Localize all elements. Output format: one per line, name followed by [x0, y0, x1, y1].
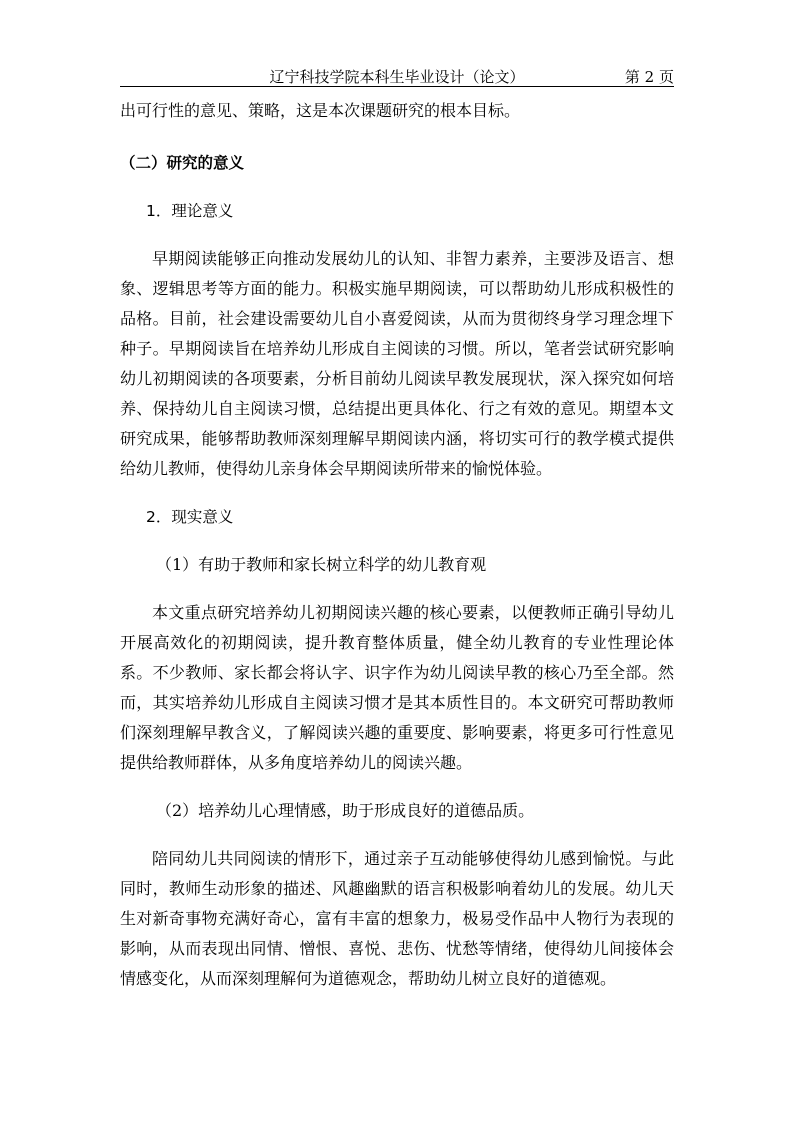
paragraph-theory: 早期阅读能够正向推动发展幼儿的认知、非智力素养，主要涉及语言、想象、逻辑思考等方面的能力。积极实施早期阅读，可以帮助幼儿形成积极性的品格。目前，社会建设需要幼儿自小喜爱阅读，从而为贯彻终身学习理念埋下种子。早期阅读旨在培养幼儿形成自主阅读的习惯。所以，笔者尝试研究影响幼儿初期阅读的各项要素，分析目前幼儿阅读早教发展现状，深入探究如何培养、保持幼儿自主阅读习惯，总结提出更具体化、行之有效的意见。期望本文研究成果，能够帮助教师深刻理解早期阅读内涵，将切实可行的教学模式提供给幼儿教师，使得幼儿亲身体会早期阅读所带来的愉悦体验。 [120, 249, 674, 478]
document-body [120, 96, 674, 994]
item-heading-practice-2: （2）培养幼儿心理情感，助于形成良好的道德品质。 [156, 801, 535, 820]
paragraph-practice-1: 本文重点研究培养幼儿初期阅读兴趣的核心要素，以便教师正确引导幼儿开展高效化的初期阅读，提升教育整体质量，健全幼儿教育的专业性理论体系。不少教师、家长都会将认字、识字作为幼儿阅读早教的核心乃至全部。然而，其实培养幼儿形成自主阅读习惯才是其本质性目的。本文研究可帮助教师们深刻理解早教含义，了解阅读兴趣的重要度、影响要素，将更多可行性意见提供给教师群体，从多角度培养幼儿的阅读兴趣。 [120, 603, 674, 772]
item-heading-practice-1: （1）有助于教师和家长树立科学的幼儿教育观 [156, 555, 487, 574]
header-title: 辽宁科技学院本科生毕业设计（论文） [269, 68, 525, 86]
subsection-heading-theory: 1．理论意义 [146, 202, 234, 220]
subsection-heading-practice: 2．现实意义 [146, 508, 234, 526]
paragraph-continued: 出可行性的意见、策略，这是本次课题研究的根本目标。 [120, 101, 521, 120]
page-header [120, 64, 674, 87]
section-heading-significance: （二）研究的意义 [120, 154, 245, 172]
page-number: 第 2 页 [624, 68, 674, 86]
paragraph-practice-2: 陪同幼儿共同阅读的情形下，通过亲子互动能够使得幼儿感到愉悦。与此同时，教师生动形象的描述、风趣幽默的语言积极影响着幼儿的发展。幼儿天生对新奇事物充满好奇心，富有丰富的想象力，极易受作品中人物行为表现的影响，从而表现出同情、憎恨、喜悦、悲伤、忧愁等情绪，使得幼儿间接体会情感变化，从而深刻理解何为道德观念，帮助幼儿树立良好的道德观。 [120, 849, 674, 988]
